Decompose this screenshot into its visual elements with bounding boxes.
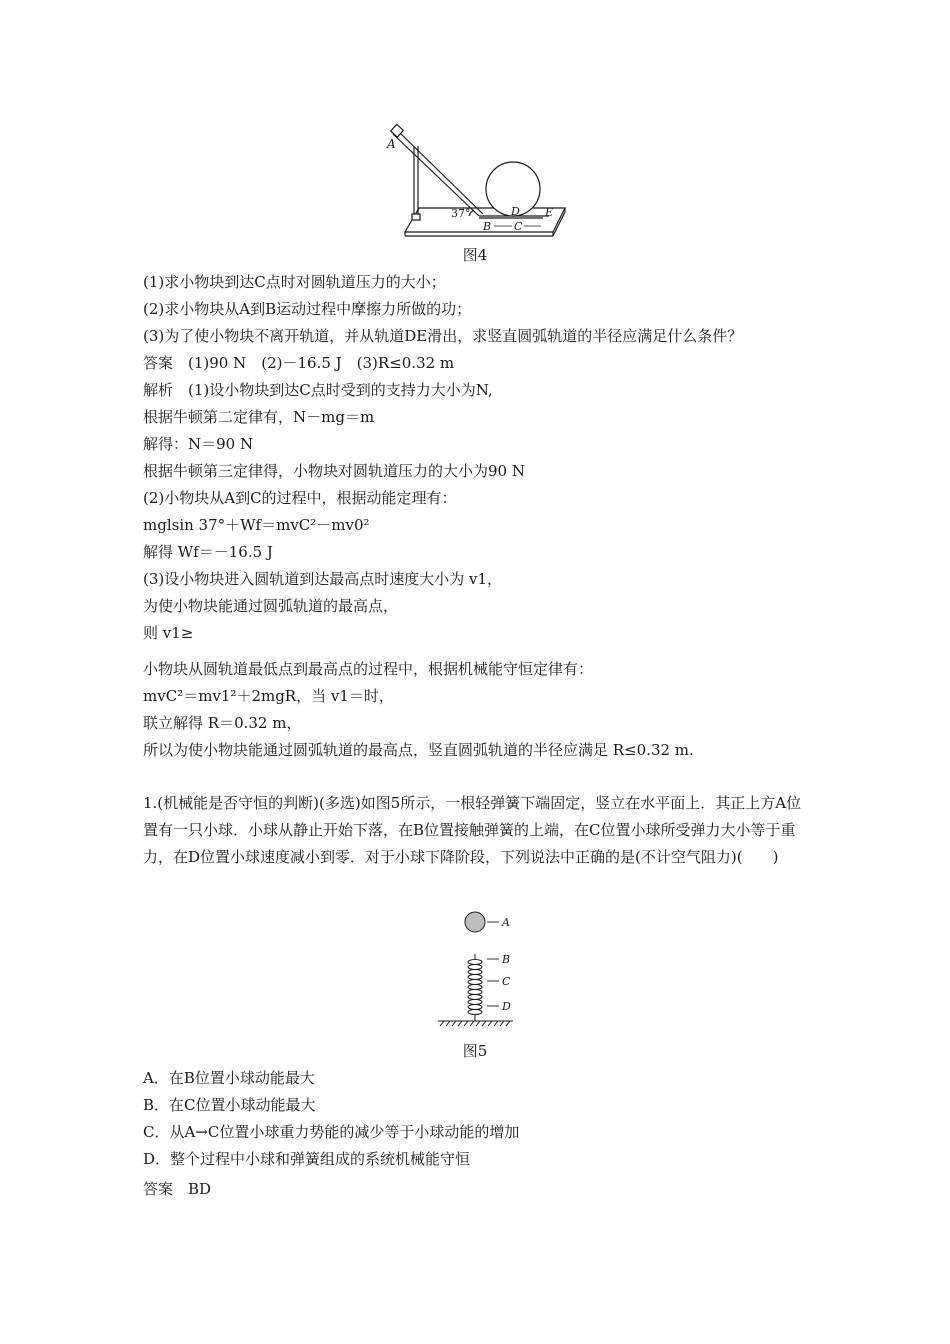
solution-line-8: (3)设小物块进入圆轨道到达最高点时速度大小为 v1， <box>143 570 503 588</box>
fig5-label-B: B <box>502 953 511 966</box>
option-a: A．在B位置小球动能最大 <box>143 1069 315 1087</box>
solution-line-10: 则 v1≥ <box>143 624 194 642</box>
solution-line-11: 小物块从圆轨道最低点到最高点的过程中，根据机械能守恒定律有： <box>143 660 594 678</box>
figure-4-diagram <box>383 122 573 242</box>
fig5-label-A: A <box>502 916 510 929</box>
problem-2-stem: 1.(机械能是否守恒的判断)(多选)如图5所示，一根轻弹簧下端固定，竖立在水平面上．其正上方A位置有一只小球．小球从静止开始下落，在B位置接触弹簧的上端，在C位置小球所受弹力大小等于重力，在D位置小球速度减小到零．对于小球下降阶段，下列说法中正确的是(不计空气阻力)( ) <box>143 794 802 866</box>
fig4-label-angle: 37° <box>451 207 471 220</box>
problem-2-answer: 答案 BD <box>143 1180 212 1198</box>
fig4-label-B: B <box>483 220 492 233</box>
solution-line-3: 解得：N＝90 N <box>143 435 254 453</box>
ball-icon <box>465 912 485 932</box>
solution-line-5: (2)小物块从A到C的过程中，根据动能定理有： <box>143 489 457 507</box>
answer-line: 答案 (1)90 N (2)－16.5 J (3)R≤0.32 m <box>143 354 455 372</box>
fig4-label-D: D <box>511 205 520 218</box>
solution-line-14: 所以为使小物块能通过圆弧轨道的最高点，竖直圆弧轨道的半径应满足 R≤0.32 m. <box>143 741 694 759</box>
figure-5-caption: 图5 <box>462 1042 488 1060</box>
solution-line-12: mvC²＝mv1²＋2mgR，当 v1＝时， <box>143 687 394 705</box>
fig4-label-C: C <box>514 220 523 233</box>
spring-icon <box>468 954 482 1021</box>
fig5-label-D: D <box>502 1000 511 1013</box>
solution-line-4: 根据牛顿第三定律得，小物块对圆轨道压力的大小为90 N <box>143 462 525 480</box>
solution-line-6: mglsin 37°＋Wf＝mvC²－mv0² <box>143 516 370 534</box>
ground-icon <box>438 1021 513 1026</box>
solution-line-9: 为使小物块能通过圆弧轨道的最高点， <box>143 597 399 615</box>
question-2: (2)求小物块从A到B运动过程中摩擦力所做的功； <box>143 300 472 318</box>
figure-5-diagram <box>435 908 545 1032</box>
fig4-label-A: A <box>387 137 396 151</box>
option-c: C．从A→C位置小球重力势能的减少等于小球动能的增加 <box>143 1123 520 1141</box>
solution-line-1: 解析 (1)设小物块到达C点时受到的支持力大小为N, <box>143 381 493 399</box>
fig5-label-C: C <box>502 975 511 988</box>
solution-line-2: 根据牛顿第二定律有，N－mg＝m <box>143 408 375 426</box>
solution-line-7: 解得 Wf＝－16.5 J <box>143 543 273 561</box>
option-b: B．在C位置小球动能最大 <box>143 1096 316 1114</box>
option-d: D．整个过程中小球和弹簧组成的系统机械能守恒 <box>143 1150 471 1168</box>
solution-line-13: 联立解得 R＝0.32 m， <box>143 714 302 732</box>
fig4-label-E: E <box>545 206 554 219</box>
question-1: (1)求小物块到达C点时对圆轨道压力的大小； <box>143 273 446 291</box>
figure-4-caption: 图4 <box>462 246 488 264</box>
question-3: (3)为了使小物块不离开轨道，并从轨道DE滑出，求竖直圆弧轨道的半径应满足什么条件？ <box>143 327 743 345</box>
